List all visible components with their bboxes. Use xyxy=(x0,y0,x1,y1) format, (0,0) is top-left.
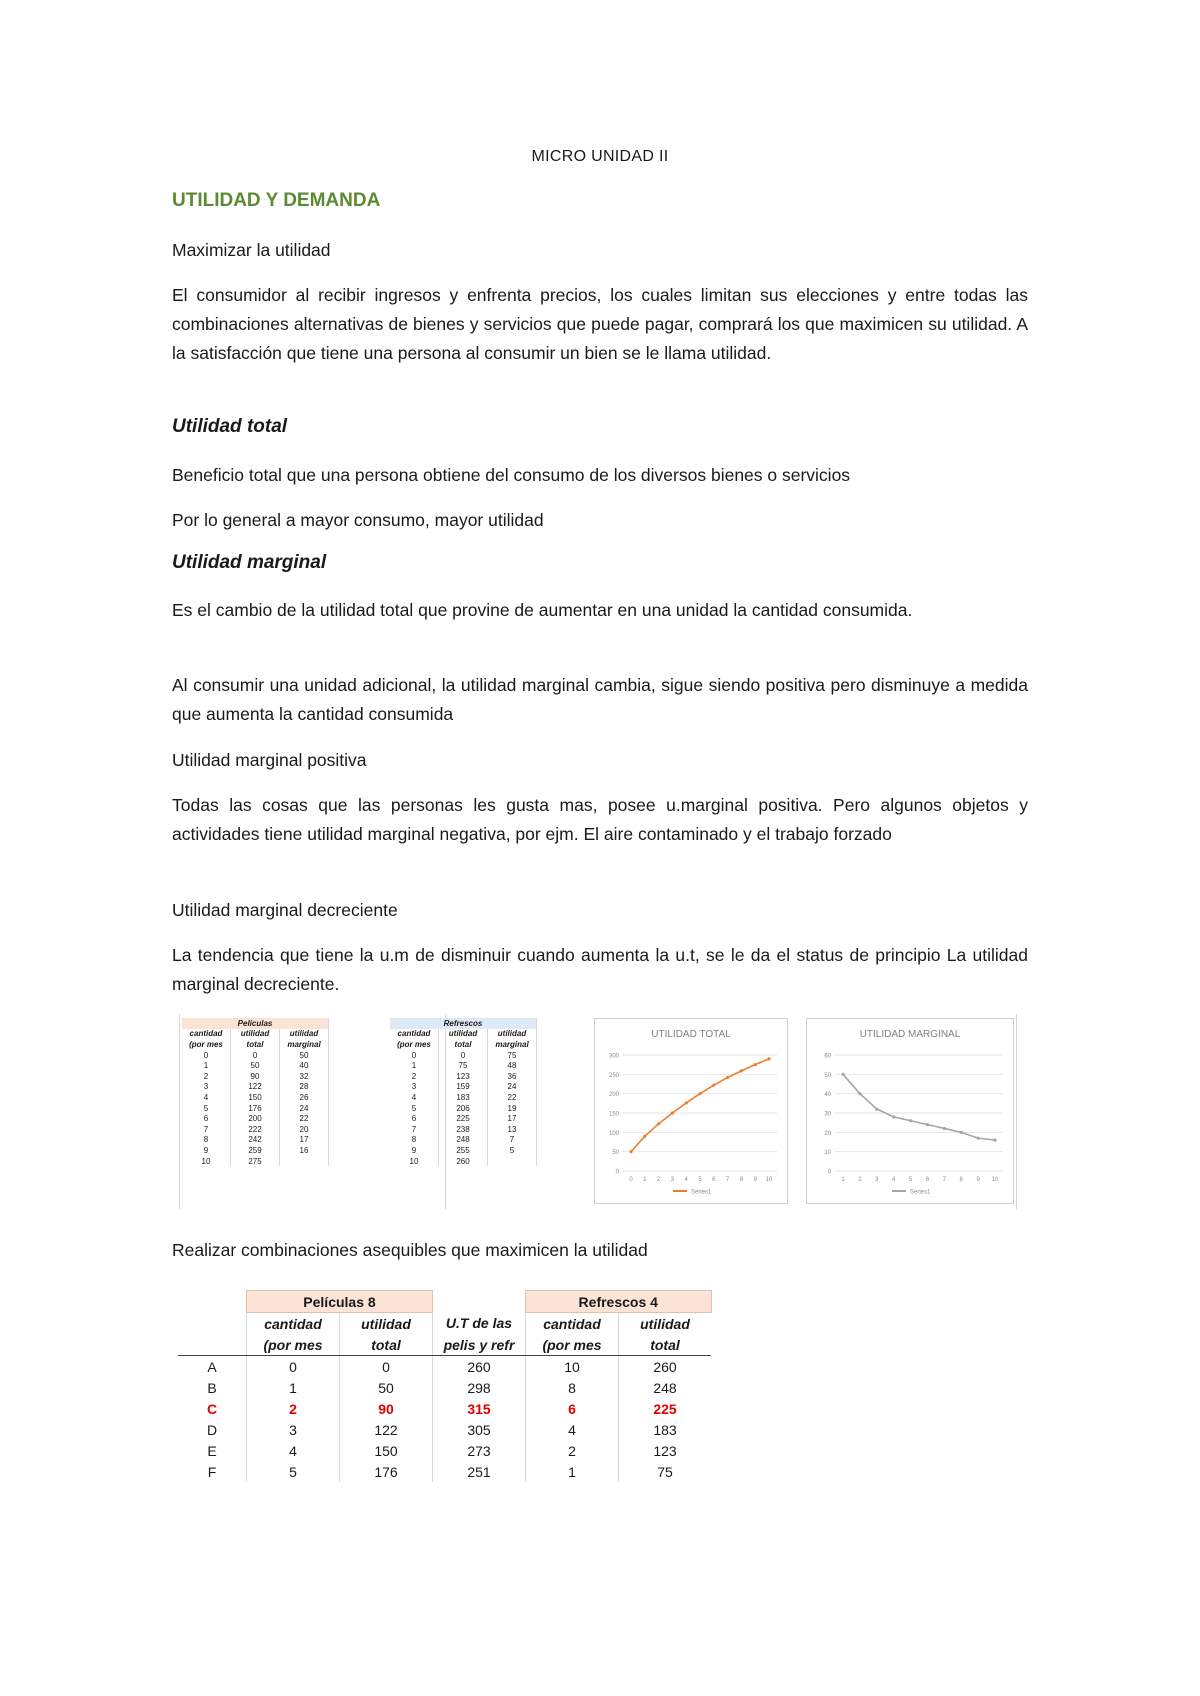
header-cell: cantidad xyxy=(526,1313,619,1335)
mini-row xyxy=(182,1124,329,1135)
y-tick-label: 250 xyxy=(608,1072,619,1079)
x-tick-label: 1 xyxy=(643,1177,647,1183)
x-tick-label: 0 xyxy=(629,1177,633,1183)
x-tick-label: 5 xyxy=(908,1177,913,1183)
paragraph-maximizar: Maximizar la utilidad xyxy=(172,240,331,260)
mini-row xyxy=(182,1135,329,1146)
mini-row xyxy=(390,1082,537,1093)
mini-cell: 2 xyxy=(390,1071,439,1082)
mini-cell: 7 xyxy=(182,1124,231,1135)
mini-header-cell: cantidad xyxy=(390,1029,439,1040)
mini-row xyxy=(182,1103,329,1114)
header-cell: total xyxy=(619,1334,712,1356)
paragraph-consumidor: El consumidor al recibir ingresos y enfrenta precios, los cuales limitan sus elecciones y entre todas las combinaciones alternativas de bienes y servicios que puede pagar, comprará los que maximicen su utilidad. A la satisfacción que tiene una persona al consumir un bien se le llama utilidad. xyxy=(172,285,1028,363)
row-label: D xyxy=(206,1421,218,1438)
table-cell: 176 xyxy=(340,1461,433,1482)
mini-cell: 17 xyxy=(280,1135,329,1146)
header-cell: (por mes xyxy=(526,1334,619,1356)
table-cell: 183 xyxy=(619,1419,712,1440)
x-tick-label: 6 xyxy=(712,1177,716,1183)
table-cell: 75 xyxy=(619,1461,712,1482)
subheading-utilidad-total: Utilidad total xyxy=(172,416,288,437)
mini-cell: 1 xyxy=(182,1060,231,1071)
y-tick-label: 100 xyxy=(608,1130,619,1137)
mini-cell: 22 xyxy=(280,1113,329,1124)
mini-cell: 17 xyxy=(488,1113,537,1124)
y-tick-label: 60 xyxy=(824,1053,831,1060)
table-cell: 248 xyxy=(619,1377,712,1398)
mini-cell: 123 xyxy=(439,1071,488,1082)
x-tick-label: 1 xyxy=(841,1177,845,1183)
mini-header-cell: (por mes xyxy=(390,1039,439,1050)
paragraph-todas: Todas las cosas que las personas les gusta mas, posee u.marginal positiva. Pero algunos objetos y actividades tiene utilidad marginal negativa, por ejm. El aire contaminado y el trabajo forzado xyxy=(172,795,1028,844)
mini-cell: 28 xyxy=(280,1082,329,1093)
y-tick-label: 200 xyxy=(608,1092,619,1099)
table-cell: 6 xyxy=(526,1398,619,1419)
mini-cell: 10 xyxy=(182,1156,231,1167)
row-label: B xyxy=(207,1379,217,1396)
mini-row xyxy=(182,1060,329,1071)
table-row xyxy=(178,1440,711,1461)
data-point xyxy=(892,1115,895,1118)
mini-cell: 255 xyxy=(439,1145,488,1156)
mini-cell: 1 xyxy=(390,1060,439,1071)
y-tick-label: 10 xyxy=(824,1150,831,1157)
mini-cell: 242 xyxy=(231,1135,280,1146)
row-label: E xyxy=(207,1442,217,1459)
mini-cell: 222 xyxy=(231,1124,280,1135)
table-cell: 90 xyxy=(340,1398,433,1419)
x-tick-label: 8 xyxy=(959,1177,963,1183)
mini-cell: 200 xyxy=(231,1113,280,1124)
mini-table-refrescos xyxy=(390,1018,537,1166)
mini-cell: 6 xyxy=(182,1113,231,1124)
table-cell: 4 xyxy=(247,1440,340,1461)
legend-label: Series1 xyxy=(910,1189,931,1196)
chart-utilidad-marginal xyxy=(806,1018,1014,1204)
x-tick-label: 10 xyxy=(765,1177,773,1183)
table-row xyxy=(178,1419,711,1440)
x-tick-label: 4 xyxy=(891,1177,896,1183)
mini-header-row xyxy=(390,1039,537,1050)
mini-cell: 260 xyxy=(439,1156,488,1167)
table-cell: 50 xyxy=(340,1377,433,1398)
mini-cell: 19 xyxy=(488,1103,537,1114)
table-cell: 0 xyxy=(340,1356,433,1378)
document-title: MICRO UNIDAD II xyxy=(531,148,669,165)
paragraph-beneficio: Beneficio total que una persona obtiene del consumo de los diversos bienes o servicios xyxy=(172,465,851,485)
mini-header-row xyxy=(182,1029,329,1040)
mini-row xyxy=(182,1050,329,1061)
paragraph-um-decreciente: Utilidad marginal decreciente xyxy=(172,900,398,920)
data-point xyxy=(977,1137,980,1140)
mini-caption: Películas xyxy=(182,1018,329,1029)
mini-cell: 8 xyxy=(390,1135,439,1146)
paragraph-cambio: Es el cambio de la utilidad total que provine de aumentar en una unidad la cantidad consumida. xyxy=(172,600,913,620)
mini-header-cell: (por mes xyxy=(182,1039,231,1050)
grid-line xyxy=(1016,1014,1017,1209)
mini-row xyxy=(390,1060,537,1071)
x-tick-label: 6 xyxy=(925,1177,930,1183)
mini-cell: 9 xyxy=(182,1145,231,1156)
mini-cell: 90 xyxy=(231,1071,280,1082)
table-cell: 2 xyxy=(247,1398,340,1419)
mini-cell: 259 xyxy=(231,1145,280,1156)
data-point xyxy=(726,1076,729,1079)
data-point xyxy=(960,1131,963,1134)
table-cell: 8 xyxy=(526,1377,619,1398)
table-cell: 3 xyxy=(247,1419,340,1440)
table-row xyxy=(178,1356,711,1378)
mini-header-cell: marginal xyxy=(488,1039,537,1050)
mini-cell: 22 xyxy=(488,1092,537,1103)
mini-cell: 5 xyxy=(390,1103,439,1114)
header-cell: pelis y refr xyxy=(433,1334,526,1356)
mini-row xyxy=(182,1156,329,1167)
mini-cell xyxy=(488,1156,537,1167)
x-tick-label: 3 xyxy=(875,1177,879,1183)
mini-cell: 275 xyxy=(231,1156,280,1167)
table-row xyxy=(178,1377,711,1398)
x-tick-label: 9 xyxy=(753,1177,757,1183)
mini-cell: 48 xyxy=(488,1060,537,1071)
mini-table-peliculas xyxy=(182,1018,329,1166)
mini-row xyxy=(182,1071,329,1082)
table-cell: 260 xyxy=(433,1356,526,1378)
mini-header-cell: utilidad xyxy=(488,1029,537,1040)
grid-line xyxy=(179,1014,180,1209)
mini-cell: 122 xyxy=(231,1082,280,1093)
mini-row xyxy=(390,1092,537,1103)
data-point xyxy=(698,1092,701,1095)
mini-cell: 40 xyxy=(280,1060,329,1071)
mini-header-cell: total xyxy=(439,1039,488,1050)
mini-header-cell: marginal xyxy=(280,1039,329,1050)
y-tick-label: 0 xyxy=(615,1169,619,1176)
mini-cell: 50 xyxy=(231,1060,280,1071)
x-tick-label: 5 xyxy=(698,1177,702,1183)
table-cell: 1 xyxy=(526,1461,619,1482)
header-cell: (por mes xyxy=(247,1334,340,1356)
mini-cell: 13 xyxy=(488,1124,537,1135)
mini-row xyxy=(390,1135,537,1146)
x-tick-label: 3 xyxy=(670,1177,675,1183)
mini-header-row xyxy=(182,1039,329,1050)
data-point xyxy=(629,1150,632,1153)
data-point xyxy=(926,1123,929,1126)
y-tick-label: 0 xyxy=(827,1169,831,1176)
empty-cell xyxy=(178,1334,247,1356)
table-cell: 273 xyxy=(433,1440,526,1461)
y-tick-label: 300 xyxy=(608,1053,619,1060)
paragraph-um-positiva: Utilidad marginal positiva xyxy=(172,750,367,770)
table-cell: 0 xyxy=(247,1356,340,1378)
mini-cell: 0 xyxy=(390,1050,439,1061)
table-cell: 123 xyxy=(619,1440,712,1461)
peliculas-header: Películas 8 xyxy=(247,1291,433,1313)
y-tick-label: 40 xyxy=(824,1092,831,1099)
mini-cell: 159 xyxy=(439,1082,488,1093)
x-tick-label: 7 xyxy=(942,1177,947,1183)
data-point xyxy=(767,1057,770,1060)
mini-cell xyxy=(280,1156,329,1167)
header-row xyxy=(178,1313,711,1335)
table-cell: 10 xyxy=(526,1356,619,1378)
mini-cell: 7 xyxy=(488,1135,537,1146)
mini-cell: 4 xyxy=(182,1092,231,1103)
x-tick-label: 10 xyxy=(991,1177,999,1183)
paragraph-tendencia: La tendencia que tiene la u.m de disminuir cuando aumenta la u.t, se le da el status de principio La utilidad marginal decreciente. xyxy=(172,945,1028,994)
y-tick-label: 20 xyxy=(824,1130,831,1137)
refrescos-header: Refrescos 4 xyxy=(526,1291,712,1313)
mini-row xyxy=(390,1071,537,1082)
mini-cell: 225 xyxy=(439,1113,488,1124)
mini-row xyxy=(182,1082,329,1093)
header-cell: cantidad xyxy=(247,1313,340,1335)
header-cell: total xyxy=(340,1334,433,1356)
mini-cell: 0 xyxy=(182,1050,231,1061)
mini-cell: 75 xyxy=(439,1060,488,1071)
mini-cell: 3 xyxy=(390,1082,439,1093)
header-cell: U.T de las xyxy=(433,1313,526,1335)
mini-row xyxy=(390,1145,537,1156)
paragraph-general: Por lo general a mayor consumo, mayor utilidad xyxy=(172,510,544,530)
mini-row xyxy=(390,1050,537,1061)
table-cell: 298 xyxy=(433,1377,526,1398)
mini-cell: 24 xyxy=(488,1082,537,1093)
mini-header-cell: utilidad xyxy=(231,1029,280,1040)
mini-header-cell: total xyxy=(231,1039,280,1050)
mini-cell: 20 xyxy=(280,1124,329,1135)
section-heading: UTILIDAD Y DEMANDA xyxy=(172,190,381,211)
table-cell: 150 xyxy=(340,1440,433,1461)
mini-cell: 26 xyxy=(280,1092,329,1103)
data-point xyxy=(993,1138,996,1141)
mini-cell: 7 xyxy=(390,1124,439,1135)
combinations-table xyxy=(178,1290,712,1482)
mini-cell: 8 xyxy=(182,1135,231,1146)
mini-cell: 5 xyxy=(488,1145,537,1156)
mini-cell: 238 xyxy=(439,1124,488,1135)
mini-cell: 16 xyxy=(280,1145,329,1156)
x-tick-label: 2 xyxy=(858,1177,862,1183)
y-tick-label: 50 xyxy=(612,1150,619,1157)
mini-header-row xyxy=(390,1029,537,1040)
y-tick-label: 50 xyxy=(824,1072,831,1079)
series-line xyxy=(843,1074,995,1140)
mini-header-cell: cantidad xyxy=(182,1029,231,1040)
mini-cell: 75 xyxy=(488,1050,537,1061)
data-point xyxy=(909,1119,912,1122)
mini-cell: 5 xyxy=(182,1103,231,1114)
x-tick-label: 8 xyxy=(739,1177,744,1183)
x-tick-label: 4 xyxy=(684,1177,688,1183)
table-cell: 305 xyxy=(433,1419,526,1440)
empty-cell xyxy=(433,1291,526,1313)
subheading-utilidad-marginal: Utilidad marginal xyxy=(172,552,327,573)
row-label: A xyxy=(207,1358,217,1375)
x-tick-label: 9 xyxy=(976,1177,980,1183)
mini-caption: Refrescos xyxy=(390,1018,537,1029)
mini-cell: 10 xyxy=(390,1156,439,1167)
row-label: F xyxy=(207,1463,217,1480)
paragraph-consumir: Al consumir una unidad adicional, la utilidad marginal cambia, sigue siendo positiva pero disminuye a medida que aumenta la cantidad consumida xyxy=(172,675,1028,724)
data-point xyxy=(740,1069,743,1072)
series-line xyxy=(631,1059,769,1152)
data-point xyxy=(875,1108,878,1111)
data-point xyxy=(643,1135,646,1138)
mini-cell: 176 xyxy=(231,1103,280,1114)
mini-cell: 4 xyxy=(390,1092,439,1103)
table-cell: 2 xyxy=(526,1440,619,1461)
mini-cell: 0 xyxy=(231,1050,280,1061)
table-cell: 5 xyxy=(247,1461,340,1482)
mini-cell: 9 xyxy=(390,1145,439,1156)
mini-cell: 206 xyxy=(439,1103,488,1114)
mini-cell: 50 xyxy=(280,1050,329,1061)
chart-utilidad-total xyxy=(594,1018,788,1204)
data-point xyxy=(841,1073,844,1076)
table-row xyxy=(178,1461,711,1482)
data-point xyxy=(671,1111,674,1114)
y-tick-label: 30 xyxy=(824,1111,831,1118)
table-cell: 225 xyxy=(619,1398,712,1419)
chart-utilidad-total-svg xyxy=(595,1019,787,1203)
data-point xyxy=(657,1122,660,1125)
legend-label: Series1 xyxy=(691,1189,712,1196)
x-tick-label: 2 xyxy=(656,1177,661,1183)
mini-cell: 32 xyxy=(280,1071,329,1082)
header-row xyxy=(178,1334,711,1356)
chart-title: UTILIDAD TOTAL xyxy=(651,1029,731,1040)
mini-row xyxy=(390,1103,537,1114)
y-tick-label: 150 xyxy=(608,1111,619,1118)
header-cell: utilidad xyxy=(340,1313,433,1335)
mini-header-cell: utilidad xyxy=(280,1029,329,1040)
mini-cell: 36 xyxy=(488,1071,537,1082)
mini-row xyxy=(390,1156,537,1167)
x-tick-label: 7 xyxy=(725,1177,730,1183)
mini-cell: 3 xyxy=(182,1082,231,1093)
mini-cell: 6 xyxy=(390,1113,439,1124)
mini-header-cell: utilidad xyxy=(439,1029,488,1040)
mini-cell: 183 xyxy=(439,1092,488,1103)
paragraph-realizar: Realizar combinaciones asequibles que maximicen la utilidad xyxy=(172,1240,648,1260)
empty-cell xyxy=(178,1313,247,1335)
data-point xyxy=(712,1084,715,1087)
mini-row xyxy=(182,1145,329,1156)
data-point xyxy=(858,1092,861,1095)
data-point xyxy=(754,1063,757,1066)
mini-cell: 150 xyxy=(231,1092,280,1103)
table-cell: 1 xyxy=(247,1377,340,1398)
table-cell: 315 xyxy=(433,1398,526,1419)
mini-row xyxy=(182,1092,329,1103)
mini-row xyxy=(390,1113,537,1124)
table-cell: 122 xyxy=(340,1419,433,1440)
data-point xyxy=(943,1127,946,1130)
mini-cell: 248 xyxy=(439,1135,488,1146)
data-point xyxy=(685,1101,688,1104)
mini-cell: 0 xyxy=(439,1050,488,1061)
chart-utilidad-marginal-svg xyxy=(807,1019,1013,1203)
table-cell: 260 xyxy=(619,1356,712,1378)
mini-row xyxy=(182,1113,329,1124)
table-cell: 4 xyxy=(526,1419,619,1440)
row-label: C xyxy=(206,1400,218,1417)
mini-cell: 2 xyxy=(182,1071,231,1082)
empty-cell xyxy=(178,1291,247,1313)
mini-cell: 24 xyxy=(280,1103,329,1114)
table-cell: 251 xyxy=(433,1461,526,1482)
chart-title: UTILIDAD MARGINAL xyxy=(859,1029,961,1040)
mini-row xyxy=(390,1124,537,1135)
table-row xyxy=(178,1398,711,1419)
header-cell: utilidad xyxy=(619,1313,712,1335)
